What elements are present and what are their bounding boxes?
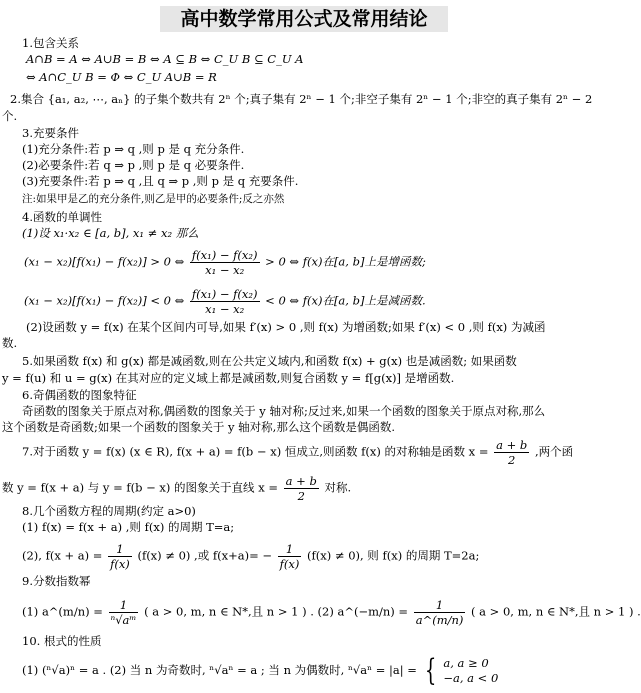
fraction-numerator: a + b bbox=[496, 438, 528, 452]
fraction bbox=[108, 542, 132, 571]
section-5-line-1: 5.如果函数 f(x) 和 g(x) 都是减函数,则在公共定义域内,和函数 f(x) + g(x) 也是减函数; 如果函数 bbox=[22, 354, 517, 368]
fraction-numerator: f(x₁) − f(x₂) bbox=[191, 248, 258, 262]
text: ( a > 0, m, n ∈ N*,且 n > 1 ) . bbox=[471, 604, 641, 619]
formula-right: > 0 ⇔ f(x)在[a, b]上是增函数; bbox=[265, 254, 426, 269]
fraction-denominator: x₁ − x₂ bbox=[205, 302, 245, 316]
fraction bbox=[414, 598, 466, 627]
fraction bbox=[190, 248, 260, 277]
fraction-numerator: a + b bbox=[285, 474, 317, 488]
section-1-line-1: A∩B = A ⇔ A∪B = B ⇔ A ⊆ B ⇔ C_U B ⊆ C_U A bbox=[26, 52, 304, 66]
fraction-numerator: 1 bbox=[109, 598, 139, 613]
section-4-heading: 4.函数的单调性 bbox=[22, 210, 102, 224]
section-4-line-1: (1)设 x₁·x₂ ∈ [a, b], x₁ ≠ x₂ 那么 bbox=[22, 226, 199, 240]
section-1-line-2: ⇔ A∩C_U B = Φ ⇔ C_U A∪B = R bbox=[26, 70, 217, 84]
formula-left: (x₁ − x₂)[f(x₁) − f(x₂)] < 0 ⇔ bbox=[24, 293, 185, 308]
fraction-denominator: f(x) bbox=[279, 557, 300, 571]
fraction bbox=[109, 598, 139, 627]
text: ( a > 0, m, n ∈ N*,且 n > 1 ) . (2) a^(−m/n) = bbox=[144, 604, 409, 619]
section-6-line-2: 这个函数是奇函数;如果一个函数的图象关于 y 轴对称,那么这个函数是偶函数. bbox=[2, 420, 395, 434]
fraction bbox=[190, 287, 260, 316]
section-7-line-2 bbox=[2, 474, 351, 503]
fraction-denominator: a^(m/n) bbox=[415, 613, 464, 627]
fraction-numerator: 1 bbox=[278, 542, 302, 557]
fraction-numerator: 1 bbox=[108, 542, 132, 557]
section-2-line-2: 个. bbox=[2, 109, 18, 123]
fraction-denominator: x₁ − x₂ bbox=[205, 263, 245, 277]
section-8-heading: 8.几个函数方程的周期(约定 a>0) bbox=[22, 504, 196, 518]
section-10-heading: 10. 根式的性质 bbox=[22, 634, 102, 648]
section-3-line-2: (2)必要条件:若 q ⇒ p ,则 p 是 q 必要条件. bbox=[22, 158, 245, 172]
left-brace: { bbox=[424, 653, 436, 688]
text: (1) a^(m/n) = bbox=[22, 604, 103, 619]
text: 7.对于函数 y = f(x) (x ∈ R), f(x + a) = f(b − x) 恒成立,则函数 f(x) 的对称轴是函数 x = bbox=[22, 444, 489, 459]
text: 数 y = f(x + a) 与 y = f(b − x) 的图象关于直线 x = bbox=[2, 480, 278, 495]
fraction-denominator: 2 bbox=[297, 489, 305, 503]
section-7-line-1 bbox=[22, 438, 573, 467]
fraction-denominator: 2 bbox=[508, 453, 516, 467]
section-6-line-1: 奇函数的图象关于原点对称,偶函数的图象关于 y 轴对称;反过来,如果一个函数的图象关于原点对称,那么 bbox=[22, 404, 546, 418]
section-9-line-1 bbox=[22, 598, 641, 627]
text: (f(x) ≠ 0) ,或 f(x+a)= − bbox=[137, 548, 273, 563]
monotonic-increasing-formula bbox=[24, 248, 426, 277]
section-4-line-3: 数. bbox=[2, 336, 18, 350]
section-9-heading: 9.分数指数幂 bbox=[22, 574, 91, 588]
text: 对称. bbox=[324, 480, 352, 495]
page-title: 高中数学常用公式及常用结论 bbox=[160, 6, 448, 32]
section-6-heading: 6.奇偶函数的图象特征 bbox=[22, 388, 137, 402]
text: ,两个函 bbox=[534, 444, 574, 459]
formula-left: (x₁ − x₂)[f(x₁) − f(x₂)] > 0 ⇔ bbox=[24, 254, 185, 269]
fraction-denominator: f(x) bbox=[110, 557, 130, 571]
monotonic-decreasing-formula bbox=[24, 287, 426, 316]
section-5-line-2: y = f(u) 和 u = g(x) 在其对应的定义域上都是减函数,则复合函数 y = f[g(x)] 是增函数. bbox=[2, 371, 455, 385]
text: (1) (ⁿ√a)ⁿ = a . (2) 当 n 为奇数时, ⁿ√aⁿ = a ; 当 n 为偶数时, ⁿ√aⁿ = |a| = bbox=[22, 663, 417, 677]
section-3-line-3: (3)充要条件:若 p ⇒ q ,且 q ⇒ p ,则 p 是 q 充要条件. bbox=[22, 174, 299, 188]
section-3-line-1: (1)充分条件:若 p ⇒ q ,则 p 是 q 充分条件. bbox=[22, 142, 245, 156]
fraction bbox=[494, 438, 529, 467]
section-10-line-1 bbox=[22, 653, 499, 688]
case-1: a, a ≥ 0 bbox=[443, 656, 489, 670]
text: (2), f(x + a) = bbox=[22, 548, 103, 563]
section-3-heading: 3.充要条件 bbox=[22, 126, 79, 140]
section-2-line-1: 2.集合 {a₁, a₂, ⋯, aₙ} 的子集个数共有 2ⁿ 个;真子集有 2ⁿ − 1 个;非空子集有 2ⁿ − 1 个;非空的真子集有 2ⁿ − 2 bbox=[10, 92, 593, 106]
case-2: −a, a < 0 bbox=[443, 671, 499, 685]
fraction bbox=[278, 542, 302, 571]
fraction-denominator: ⁿ√aᵐ bbox=[110, 613, 137, 627]
section-8-line-1: (1) f(x) = f(x + a) ,则 f(x) 的周期 T=a; bbox=[22, 520, 235, 534]
fraction-numerator: f(x₁) − f(x₂) bbox=[191, 287, 258, 301]
section-3-note: 注:如果甲是乙的充分条件,则乙是甲的必要条件;反之亦然 bbox=[22, 193, 285, 205]
fraction bbox=[284, 474, 319, 503]
section-1-heading: 1.包含关系 bbox=[22, 36, 79, 50]
fraction-numerator: 1 bbox=[414, 598, 466, 613]
section-4-line-2: (2)设函数 y = f(x) 在某个区间内可导,如果 f′(x) > 0 ,则 f(x) 为增函数;如果 f′(x) < 0 ,则 f(x) 为减函 bbox=[26, 320, 546, 334]
piecewise-cases bbox=[443, 656, 498, 686]
formula-right: < 0 ⇔ f(x)在[a, b]上是减函数. bbox=[265, 293, 426, 308]
section-8-line-2 bbox=[22, 542, 479, 571]
text: (f(x) ≠ 0), 则 f(x) 的周期 T=2a; bbox=[307, 548, 480, 563]
